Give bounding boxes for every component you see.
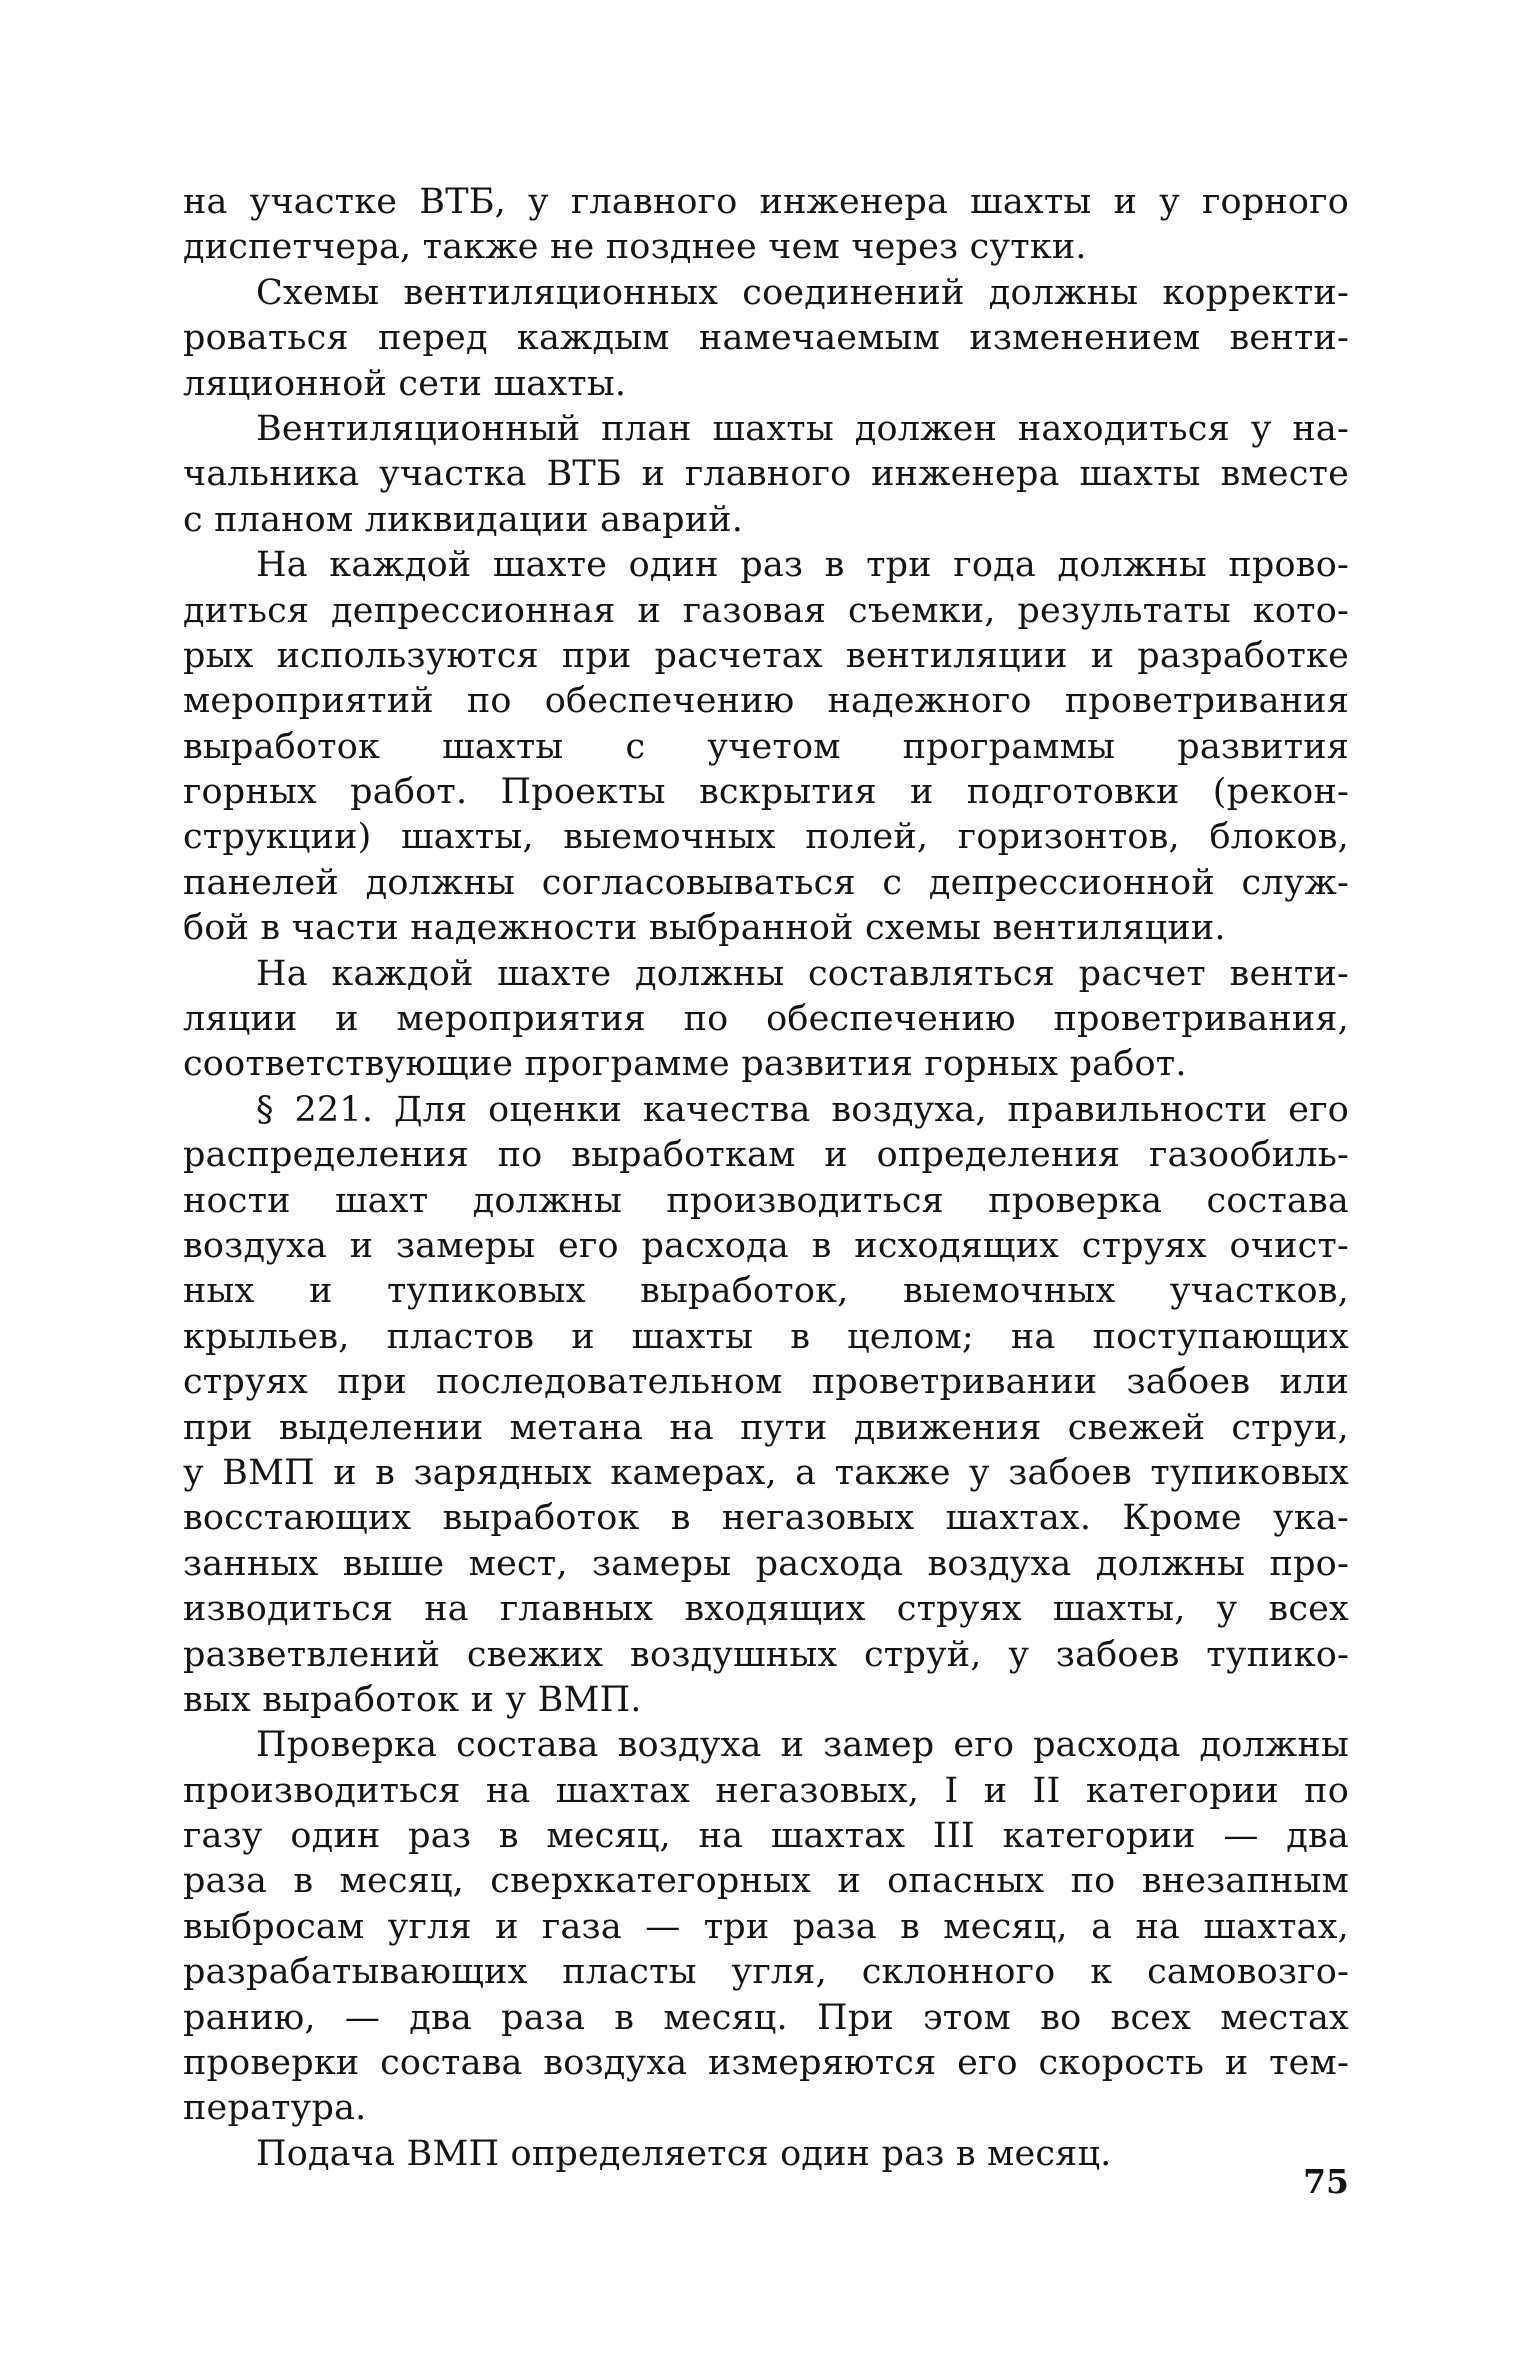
text-line: производиться на шахтах негазовых, I и II категории по (183, 1770, 1349, 1811)
text-line: Вентиляционный план шахты должен находиться у на- (256, 408, 1349, 449)
page-body (183, 180, 1349, 2177)
text-line: изводиться на главных входящих струях шахты, у всех (183, 1589, 1349, 1630)
text-line: рых используются при расчетах вентиляции и разработке (183, 635, 1349, 676)
text-line: бой в части надежности выбранной схемы вентиляции. (183, 908, 1226, 949)
text-line: ляции и мероприятия по обеспечению проветривания, (183, 999, 1349, 1040)
section-221-line: § 221. Для оценки качества воздуха, правильности его (256, 1089, 1349, 1130)
text-line: распределения по выработкам и определения газообиль- (183, 1135, 1349, 1176)
text-line: панелей должны согласовываться с депрессионной служ- (183, 862, 1349, 903)
text-line: диспетчера, также не позднее чем через сутки. (183, 227, 1087, 268)
text-line: при выделении метана на пути движения свежей струи, (183, 1407, 1349, 1448)
text-line: Подача ВМП определяется один раз в месяц. (256, 2133, 1112, 2174)
text-line: ных и тупиковых выработок, выемочных участков, (183, 1271, 1349, 1312)
text-line: на участке ВТБ, у главного инженера шахты и у горного (183, 182, 1349, 222)
text-line: На каждой шахте должны составляться расчет венти- (256, 953, 1349, 994)
text-line: у ВМП и в зарядных камерах, а также у забоев тупиковых (183, 1452, 1349, 1493)
text-line: проверки состава воздуха измеряются его скорость и тем- (183, 2043, 1349, 2084)
text-line: разветвлений свежих воздушных струй, у забоев тупико- (183, 1634, 1349, 1675)
text-line: пература. (183, 2088, 367, 2129)
text-line: выбросам угля и газа — три раза в месяц, а на шахтах, (183, 1906, 1349, 1947)
text-line: разрабатывающих пласты угля, склонного к самовозго- (183, 1952, 1349, 1993)
text-line: раза в месяц, сверхкатегорных и опасных по внезапным (183, 1861, 1349, 1902)
text-line: Схемы вентиляционных соединений должны корректи- (256, 272, 1349, 313)
text-line: газу один раз в месяц, на шахтах III категории — два (183, 1816, 1349, 1857)
text-line: восстающих выработок в негазовых шахтах. Кроме ука- (183, 1498, 1349, 1539)
text-line: мероприятий по обеспечению надежного проветривания (183, 681, 1349, 722)
text-line: горных работ. Проекты вскрытия и подготовки (рекон- (183, 772, 1349, 813)
text-line: воздуха и замеры его расхода в исходящих струях очист- (183, 1225, 1349, 1266)
text-line: ности шахт должны производиться проверка состава (183, 1180, 1349, 1221)
text-line: чальника участка ВТБ и главного инженера шахты вместе (183, 454, 1349, 495)
text-line: крыльев, пластов и шахты в целом; на поступающих (183, 1316, 1349, 1357)
text-line: роваться перед каждым намечаемым изменением венти- (183, 318, 1349, 359)
text-line: соответствующие программе развития горных работ. (183, 1044, 1187, 1085)
text-line: диться депрессионная и газовая съемки, результаты кото- (183, 590, 1349, 631)
text-line: Проверка состава воздуха и замер его расхода должны (256, 1725, 1349, 1766)
text-line: с планом ликвидации аварий. (183, 499, 744, 540)
page-number: 75 (1303, 2162, 1349, 2201)
text-line: струкции) шахты, выемочных полей, горизонтов, блоков, (183, 817, 1349, 858)
text-line: ранию, — два раза в месяц. При этом во всех местах (183, 1997, 1349, 2038)
text-line: выработок шахты с учетом программы развития (183, 726, 1349, 767)
text-line: На каждой шахте один раз в три года должны прово- (256, 545, 1349, 586)
text-line: ляционной сети шахты. (183, 363, 627, 404)
text-line: струях при последовательном проветривании забоев или (183, 1362, 1349, 1403)
text-line: вых выработок и у ВМП. (183, 1679, 642, 1720)
text-line: занных выше мест, замеры расхода воздуха должны про- (183, 1543, 1349, 1584)
